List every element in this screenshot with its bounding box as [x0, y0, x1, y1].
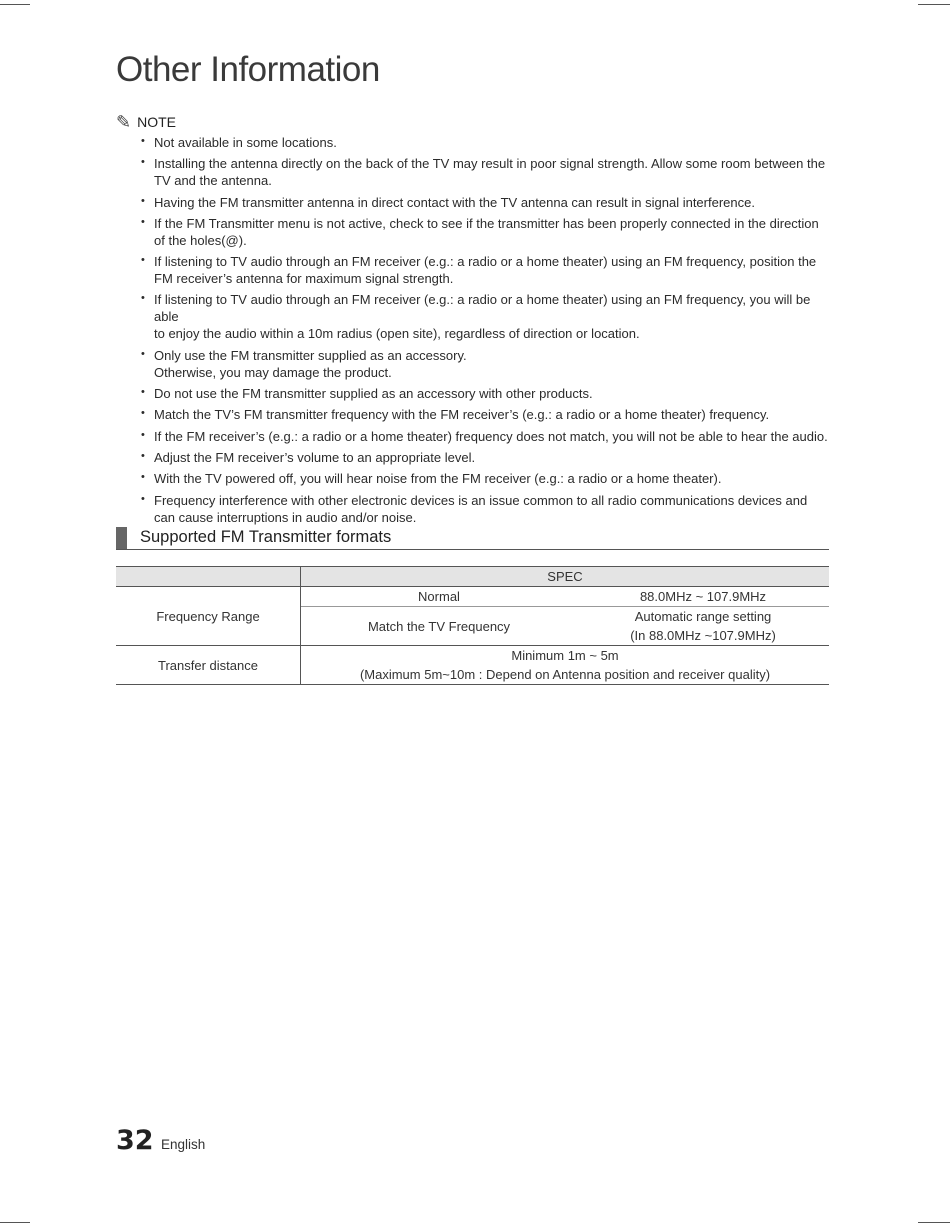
- section-bar-marker: [116, 527, 127, 549]
- crop-mark-bottom-left: [0, 1222, 30, 1223]
- list-item: [140, 449, 830, 466]
- crop-mark-top-left: [0, 4, 30, 5]
- note-heading-label: NOTE: [137, 114, 176, 130]
- match-tv-frequency-value: [577, 607, 829, 646]
- note-heading: [116, 113, 176, 131]
- match-tv-frequency-label: Match the TV Frequency: [301, 607, 578, 646]
- list-item-text: • If listening to TV audio through an FM receiver (e.g.: a radio or a home theater) using an FM frequency, position the: [154, 254, 817, 270]
- page-language: English: [161, 1137, 206, 1152]
- spec-table: [116, 566, 829, 685]
- list-item-text: Otherwise, you may damage the product.: [154, 364, 392, 380]
- table-row: [116, 646, 829, 685]
- list-item-text: can cause interruptions in audio and/or noise.: [154, 509, 417, 525]
- list-item-text: • Do not use the FM transmitter supplied as an accessory with other products.: [154, 386, 593, 402]
- list-item-text: • Installing the antenna directly on the back of the TV may result in poor signal strength. Allow some room between the: [154, 156, 826, 172]
- list-item: [140, 215, 830, 249]
- list-item-text: TV and the antenna.: [154, 173, 272, 189]
- list-item-text: • With the TV powered off, you will hear noise from the FM receiver (e.g.: a radio or a home theater).: [154, 471, 722, 487]
- list-item-text: • If listening to TV audio through an FM receiver (e.g.: a radio or a home theater) using an FM frequency, you will be able: [154, 292, 811, 325]
- list-item-text: FM receiver’s antenna for maximum signal strength.: [154, 271, 454, 287]
- match-value-line1: Automatic range setting: [634, 609, 772, 624]
- list-item: [140, 194, 830, 211]
- page-title: Other Information: [116, 50, 380, 89]
- list-item-text: • If the FM Transmitter menu is not active, check to see if the transmitter has been properly connected in the direction: [154, 215, 819, 231]
- page-number: 32: [116, 1125, 154, 1156]
- list-item-text: • Match the TV’s FM transmitter frequency with the FM receiver’s (e.g.: a radio or a home theater) frequency.: [154, 407, 770, 423]
- list-item: [140, 253, 830, 287]
- list-item-text: to enjoy the audio within a 10m radius (open site), regardless of direction or location.: [154, 326, 640, 342]
- list-item-text: • If the FM receiver’s (e.g.: a radio or a home theater) frequency does not match, you will not be able to hear the audio.: [154, 428, 828, 444]
- list-item-text: • Frequency interference with other electronic devices is an issue common to all radio communications devices and: [154, 492, 808, 508]
- table-row: [116, 587, 829, 607]
- transfer-value-line2: (Maximum 5m~10m : Depend on Antenna position and receiver quality): [359, 667, 771, 682]
- list-item: [140, 291, 830, 342]
- list-item: [140, 428, 830, 445]
- normal-value: 88.0MHz ~ 107.9MHz: [577, 587, 829, 607]
- list-item: [140, 134, 830, 151]
- transfer-distance-value: [301, 646, 830, 685]
- section-heading: [116, 526, 829, 550]
- spec-table-header-blank: [116, 567, 301, 587]
- transfer-value-line1: Minimum 1m ~ 5m: [511, 648, 619, 663]
- spec-table-header-row: [116, 567, 829, 587]
- list-item: [140, 385, 830, 402]
- note-list: [140, 134, 830, 530]
- list-item: [140, 155, 830, 189]
- section-title: Supported FM Transmitter formats: [140, 528, 392, 546]
- match-value-line2: (In 88.0MHz ~107.9MHz): [630, 628, 776, 643]
- spec-table-header: SPEC: [301, 567, 830, 587]
- crop-mark-bottom-right: [918, 1222, 950, 1223]
- list-item-text: • Adjust the FM receiver’s volume to an appropriate level.: [154, 449, 476, 465]
- list-item: [140, 347, 830, 381]
- list-item-text: • Not available in some locations.: [154, 135, 337, 150]
- list-item: [140, 492, 830, 526]
- frequency-range-label: Frequency Range: [116, 587, 301, 646]
- list-item-text: • Only use the FM transmitter supplied as an accessory.: [154, 347, 467, 363]
- list-item-text: • Having the FM transmitter antenna in direct contact with the TV antenna can result in signal interference.: [154, 194, 755, 210]
- pencil-icon: ✎: [116, 112, 132, 132]
- normal-label: Normal: [301, 587, 578, 607]
- list-item-text: of the holes(@).: [154, 232, 247, 248]
- transfer-distance-label: Transfer distance: [116, 646, 301, 685]
- list-item: [140, 470, 830, 487]
- list-item: [140, 406, 830, 423]
- crop-mark-top-right: [918, 4, 950, 5]
